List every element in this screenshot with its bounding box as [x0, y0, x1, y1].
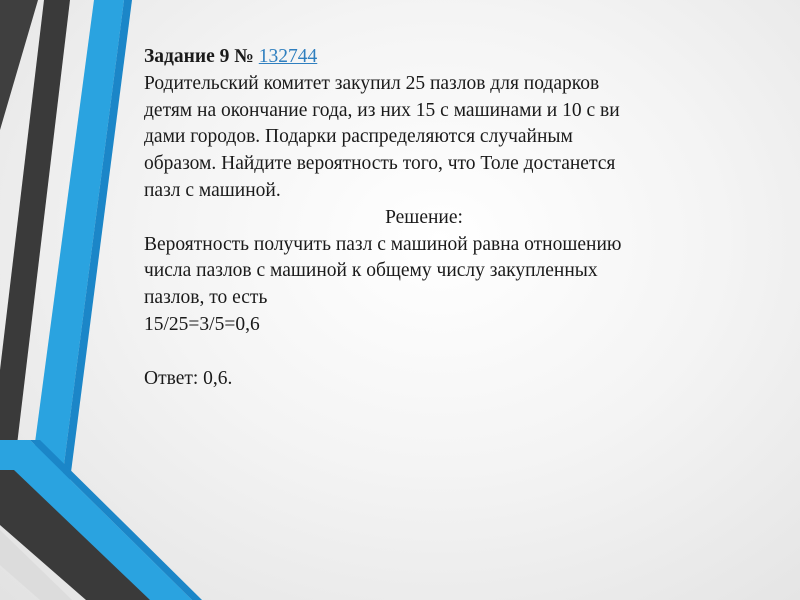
task-line-3: дами городов. Подарки распределяются случайным — [144, 126, 573, 148]
slide-text — [144, 44, 704, 392]
solution-heading: Решение: — [385, 206, 463, 228]
solution-line-2: числа пазлов с машиной к общему числу закупленных — [144, 260, 598, 282]
solution-line-1: Вероятность получить пазл с машиной равна отношению — [144, 233, 622, 255]
solution-line-3: пазлов, то есть — [144, 287, 268, 309]
task-line-1: Родительский комитет закупил 25 пазлов для подарков — [144, 72, 600, 94]
task-line-2: детям на окончание года, из них 15 с машинами и 10 с ви — [144, 99, 620, 121]
solution-formula: 15/25=3/5=0,6 — [144, 313, 260, 335]
task-number-link[interactable]: 132744 — [258, 46, 318, 67]
answer-text: Ответ: 0,6. — [144, 367, 233, 389]
task-line-5: пазл с машиной. — [144, 179, 281, 201]
task-label: Задание 9 № — [144, 46, 254, 67]
task-heading — [144, 44, 704, 71]
task-line-4: образом. Найдите вероятность того, что Толе достанется — [144, 153, 616, 175]
spacer — [144, 339, 704, 366]
